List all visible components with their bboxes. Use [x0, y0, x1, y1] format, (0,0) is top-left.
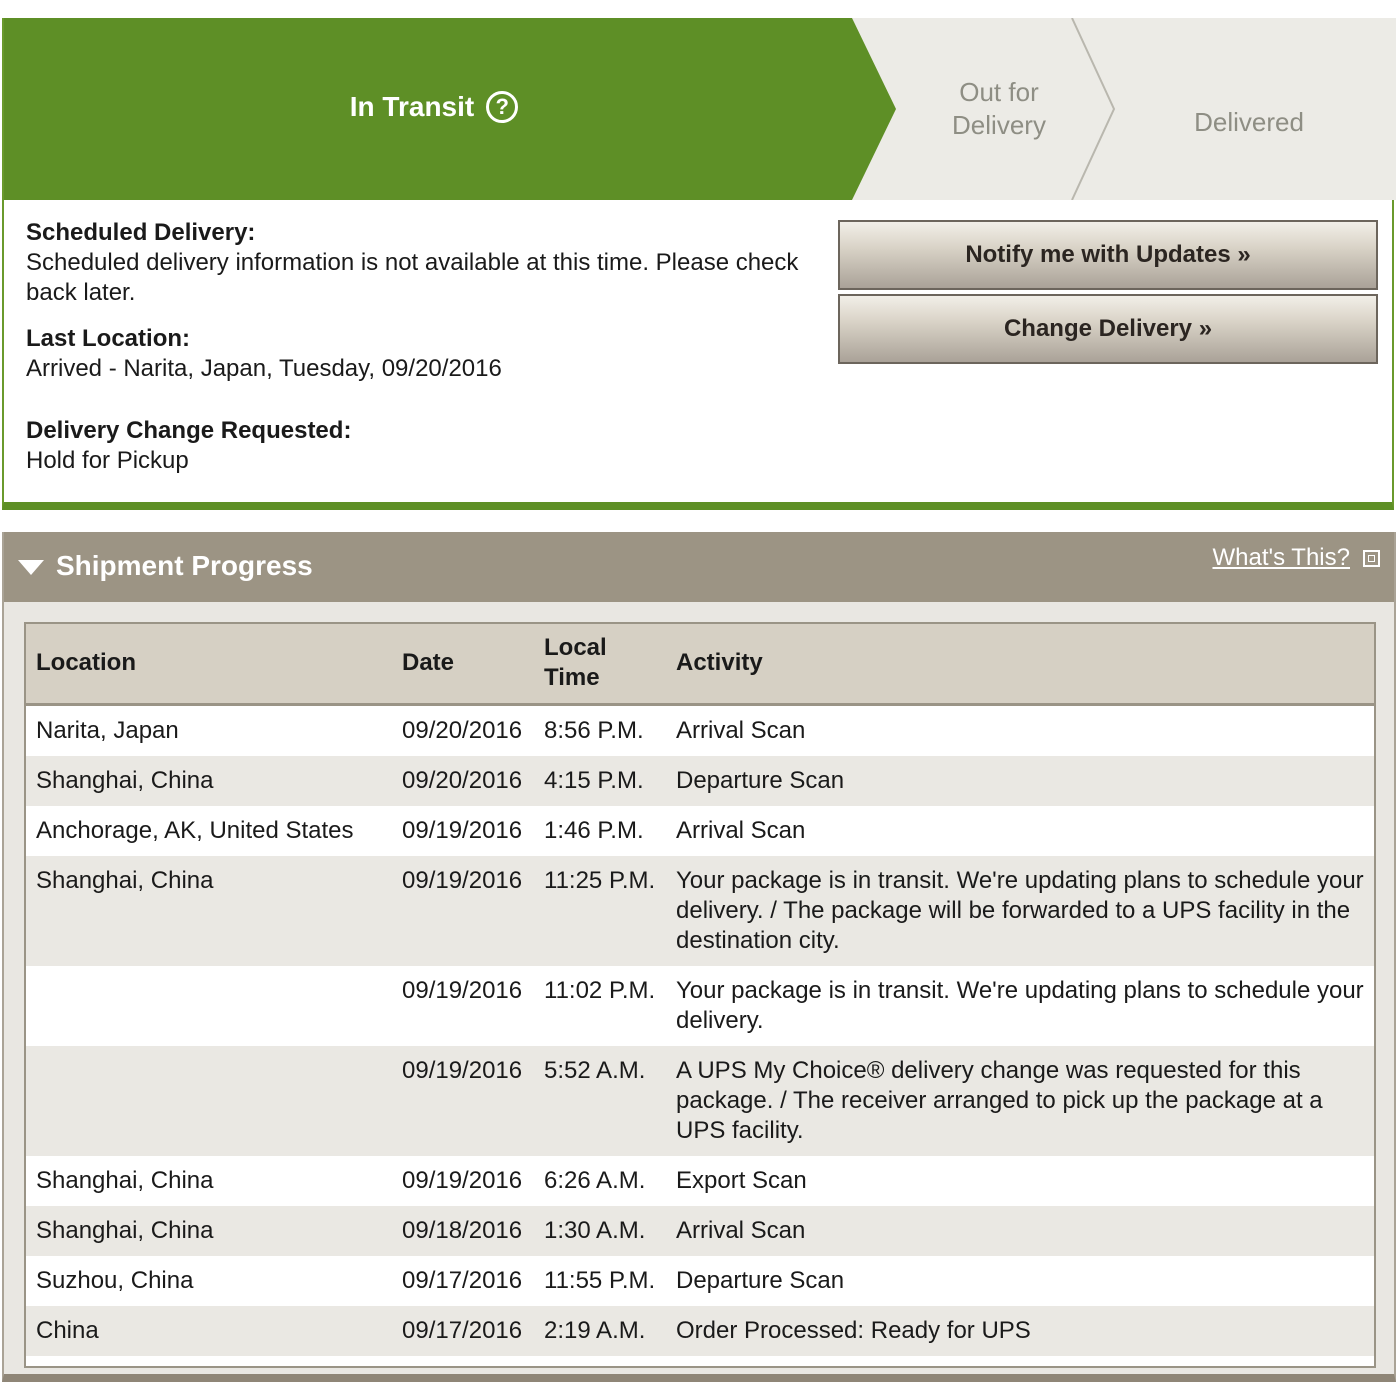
last-location-text: Arrived - Narita, Japan, Tuesday, 09/20/2016: [26, 355, 502, 382]
progress-tracker: [4, 18, 1396, 200]
column-header-location: Location: [36, 649, 136, 677]
step-out-for-delivery-line1: Out for: [959, 77, 1039, 107]
cell-location: Narita, Japan: [36, 716, 179, 744]
step-in-transit-label: In Transit: [349, 91, 475, 122]
delivery-change: [26, 416, 816, 476]
popup-window-icon[interactable]: [1363, 550, 1380, 567]
cell-time: 6:26 A.M.: [544, 1166, 646, 1194]
shipment-progress-table: [26, 624, 1374, 1356]
table-row: [26, 966, 1374, 1046]
cell-time: 8:56 P.M.: [544, 716, 644, 744]
cell-activity: A UPS My Choice® delivery change was requested for this package. / The receiver arranged to pick up the package at a UPS facility.: [676, 1056, 1323, 1144]
cell-time: 2:19 A.M.: [544, 1316, 646, 1344]
triangle-down-icon[interactable]: [18, 560, 44, 575]
cell-location: Anchorage, AK, United States: [36, 816, 354, 844]
scheduled-delivery: [26, 218, 816, 308]
cell-date: 09/17/2016: [402, 1266, 523, 1294]
cell-activity: Arrival Scan: [676, 716, 806, 744]
column-header-local-time-line1: Local: [544, 634, 607, 662]
scheduled-delivery-label: Scheduled Delivery:: [26, 219, 256, 246]
cell-location: [26, 1046, 392, 1156]
cell-date: 09/19/2016: [402, 976, 523, 1004]
cell-activity: Export Scan: [676, 1166, 807, 1194]
shipment-progress-header[interactable]: [4, 532, 1394, 602]
delivery-change-label: Delivery Change Requested:: [26, 417, 352, 444]
cell-date: 09/19/2016: [402, 816, 523, 844]
delivery-change-text: Hold for Pickup: [26, 447, 189, 474]
step-delivered: Delivered: [1194, 107, 1304, 137]
cell-activity: Departure Scan: [676, 766, 845, 794]
shipment-progress-panel: [2, 532, 1396, 1382]
cell-activity: Departure Scan: [676, 1266, 845, 1294]
table-row: [26, 756, 1374, 806]
cell-location: Shanghai, China: [36, 1166, 214, 1194]
table-row: [26, 806, 1374, 856]
cell-activity: Order Processed: Ready for UPS: [676, 1316, 1031, 1344]
cell-date: 09/19/2016: [402, 866, 523, 894]
step-out-for-delivery: [894, 76, 1104, 142]
cell-activity: Your package is in transit. We're updating plans to schedule your delivery.: [676, 976, 1364, 1034]
step-out-for-delivery-line2: Delivery: [952, 110, 1046, 140]
cell-location: Shanghai, China: [36, 1216, 214, 1244]
shipment-progress-title[interactable]: Shipment Progress: [56, 550, 313, 581]
delivery-details: [26, 218, 816, 492]
table-row: [26, 856, 1374, 966]
cell-time: 5:52 A.M.: [544, 1056, 646, 1084]
table-header-row: [26, 624, 1374, 704]
cell-time: 4:15 P.M.: [544, 766, 644, 794]
notify-updates-button[interactable]: Notify me with Updates »: [838, 220, 1378, 290]
cell-time: 11:25 P.M.: [544, 866, 656, 894]
column-header-local-time: [534, 624, 666, 704]
cell-date: 09/17/2016: [402, 1316, 523, 1344]
cell-time: 11:02 P.M.: [544, 976, 656, 1004]
table-row: [26, 1046, 1374, 1156]
table-row: [26, 704, 1374, 756]
cell-activity: Arrival Scan: [676, 1216, 806, 1244]
cell-date: 09/20/2016: [402, 716, 523, 744]
table-row: [26, 1206, 1374, 1256]
step-in-transit: [4, 90, 864, 123]
cell-time: 1:30 A.M.: [544, 1216, 646, 1244]
cell-location: Shanghai, China: [36, 866, 214, 894]
cell-location: [26, 966, 392, 1046]
last-location-label: Last Location:: [26, 325, 191, 352]
column-header-activity: Activity: [676, 649, 763, 677]
table-row: [26, 1306, 1374, 1356]
help-icon[interactable]: ?: [486, 91, 518, 123]
whats-this-link[interactable]: What's This?: [1212, 544, 1350, 571]
cell-time: 1:46 P.M.: [544, 816, 644, 844]
last-location: [26, 324, 816, 384]
column-header-local-time-line2: Time: [544, 664, 600, 692]
change-delivery-button[interactable]: Change Delivery »: [838, 294, 1378, 364]
column-header-date: Date: [402, 649, 455, 677]
table-row: [26, 1256, 1374, 1306]
cell-date: 09/20/2016: [402, 766, 523, 794]
status-card: [2, 18, 1394, 510]
scheduled-delivery-text: Scheduled delivery information is not available at this time. Please check back later.: [26, 249, 799, 306]
cell-date: 09/19/2016: [402, 1166, 523, 1194]
cell-location: Shanghai, China: [36, 766, 214, 794]
cell-activity: Arrival Scan: [676, 816, 806, 844]
cell-activity: Your package is in transit. We're updating plans to schedule your delivery. / The package will be forwarded to a UPS facility in the destination city.: [676, 866, 1364, 954]
cell-date: 09/18/2016: [402, 1216, 523, 1244]
shipment-progress-table-wrap: [24, 622, 1376, 1368]
table-row: [26, 1156, 1374, 1206]
cell-location: Suzhou, China: [36, 1266, 194, 1294]
cell-location: China: [36, 1316, 99, 1344]
cell-time: 11:55 P.M.: [544, 1266, 656, 1294]
cell-date: 09/19/2016: [402, 1056, 523, 1084]
